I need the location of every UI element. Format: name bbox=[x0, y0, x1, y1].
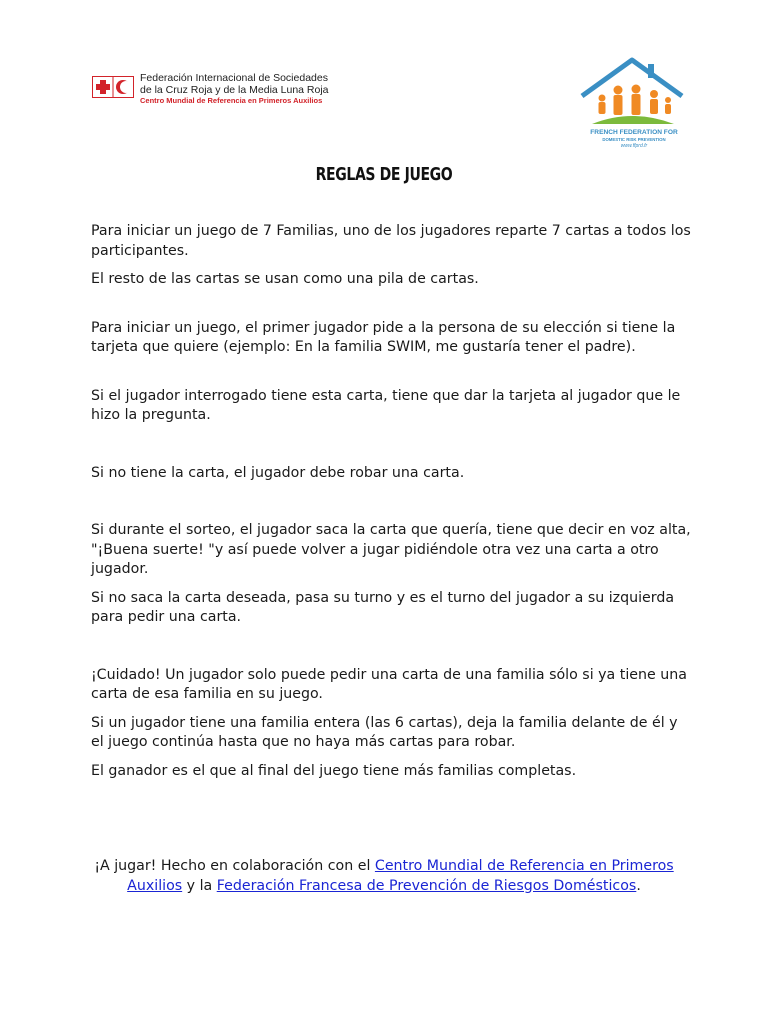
paragraph-10: El ganador es el que al final del juego tiene más familias completas. bbox=[91, 762, 577, 779]
paragraph-5: Si no tiene la carta, el jugador debe robar una carta. bbox=[91, 464, 465, 481]
ifrc-emblem-icon bbox=[92, 76, 134, 98]
footer-credits bbox=[88, 857, 680, 896]
ffdrp-subtitle: DOMESTIC RISK PREVENTION bbox=[602, 137, 666, 142]
ifrc-emblems bbox=[92, 76, 134, 98]
ffdrp-url: www.ffprd.fr bbox=[620, 143, 648, 149]
house-family-icon bbox=[578, 56, 686, 131]
paragraph-6: Si durante el sorteo, el jugador saca la carta que quería, tiene que decir en voz alta, "¡Buena suerte! "y así puede volver a jugar pidiéndole otra vez una carta a otro jugador. bbox=[91, 522, 691, 577]
ifrc-subtitle: Centro Mundial de Referencia en Primeros Auxilios bbox=[140, 96, 323, 105]
family-figures-icon bbox=[599, 85, 672, 116]
footer-prefix: ¡A jugar! Hecho en colaboración con el bbox=[94, 858, 375, 874]
ifrc-logo bbox=[92, 73, 329, 106]
paragraph-7: Si no saca la carta deseada, pasa su turno y es el turno del jugador a su izquierda para pedir una carta. bbox=[91, 589, 675, 625]
footer-middle: y la bbox=[182, 877, 217, 894]
ffdrp-logo bbox=[578, 56, 686, 156]
page-title: REGLAS DE JUEGO bbox=[315, 164, 453, 185]
ifrc-name-line-2: de la Cruz Roja y de la Media Luna Roja bbox=[140, 83, 329, 96]
paragraph-2: El resto de las cartas se usan como una pila de cartas. bbox=[91, 271, 479, 287]
footer-suffix: . bbox=[636, 877, 641, 894]
ifrc-name-line-1: Federación Internacional de Sociedades bbox=[140, 72, 328, 84]
rules-body bbox=[91, 222, 691, 781]
ifrc-name bbox=[140, 73, 329, 106]
paragraph-1: Para iniciar un juego de 7 Familias, uno de los jugadores reparte 7 cartas a todos los participantes. bbox=[91, 223, 691, 259]
paragraph-9: Si un jugador tiene una familia entera (las 6 cartas), deja la familia delante de él y el juego continúa hasta que no haya más cartas para robar. bbox=[91, 714, 678, 750]
paragraph-8: ¡Cuidado! Un jugador solo puede pedir una carta de una familia sólo si ya tiene una carta de esa familia en su juego. bbox=[91, 666, 687, 702]
paragraph-4: Si el jugador interrogado tiene esta carta, tiene que dar la tarjeta al jugador que le hizo la pregunta. bbox=[91, 387, 681, 423]
ffdrp-name: FRENCH FEDERATION FOR bbox=[590, 129, 678, 136]
paragraph-3: Para iniciar un juego, el primer jugador pide a la persona de su elección si tiene la tarjeta que quiere (ejemplo: En la familia SWIM, me gustaría tener el padre). bbox=[91, 319, 676, 355]
link-federacion-francesa[interactable]: Federación Francesa de Prevención de Riesgos Domésticos bbox=[216, 877, 637, 894]
link-centro-mundial[interactable]: Centro Mundial de Referencia en Primeros Auxilios bbox=[127, 858, 674, 894]
